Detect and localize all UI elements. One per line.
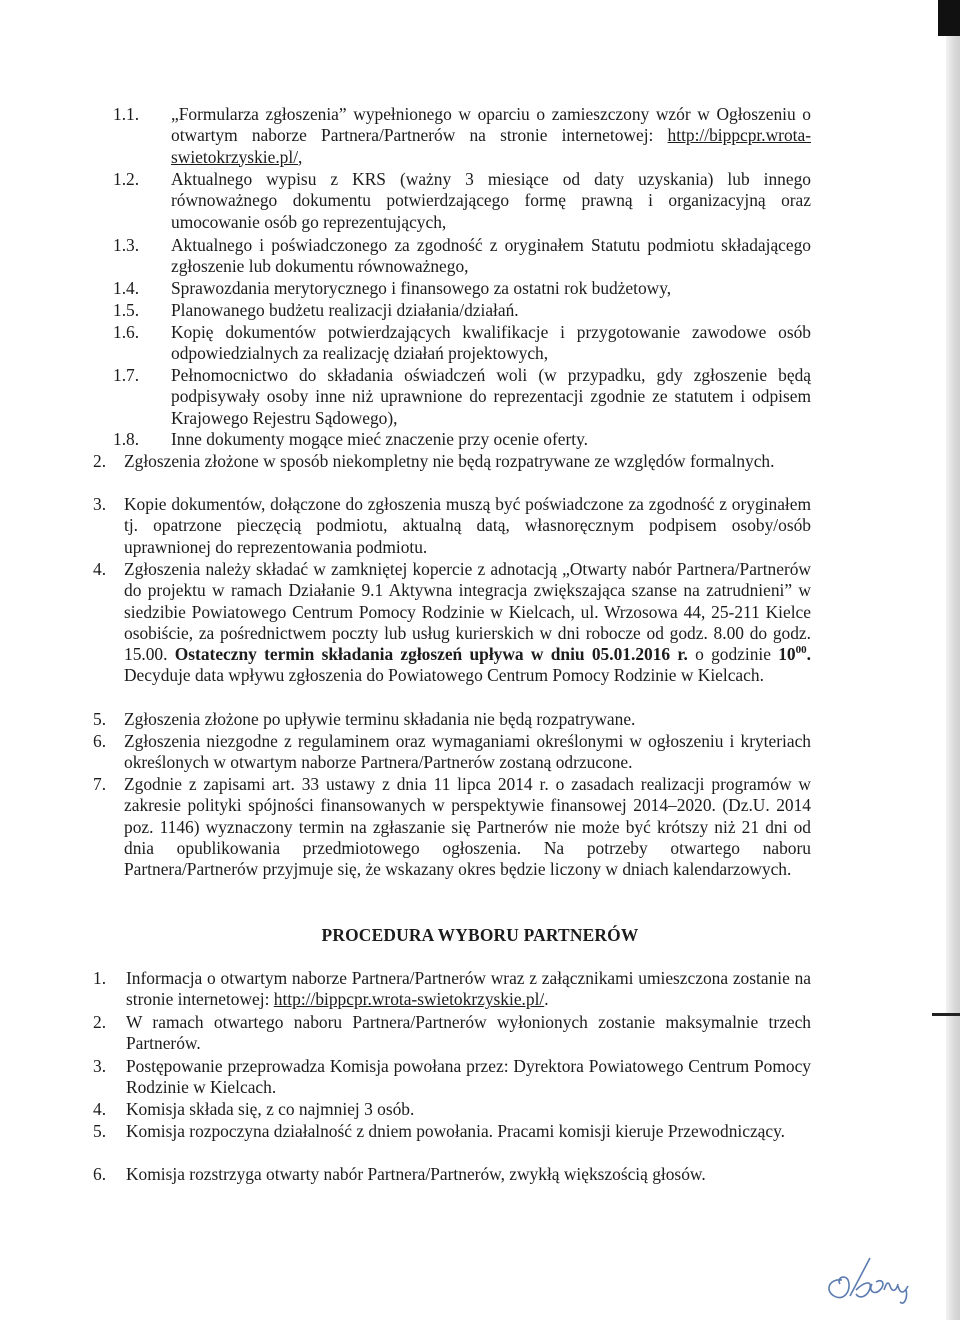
item-text: Komisja składa się, z co najmniej 3 osób. xyxy=(126,1099,415,1119)
item-text: Zgodnie z zapisami art. 33 ustawy z dnia 11 lipca 2014 r. o zasadach realizacji programów w zakresie polityki spójności finansowanych w perspektywie finansowej 2014–2020. (Dz.U. 2014 poz. 1146) wyznaczony termin na zgłaszanie się Partnerów nie może być krótszy niż 21 dni od dnia opublikowania przedmiotowego ogłoszenia. Na potrzeby otwartego naboru Partnera/Partnerów przyjmuje się, że wskazany okres będzie liczony w dniach kalendarzowych. xyxy=(124,774,811,880)
item-number: 5. xyxy=(93,1121,107,1141)
item-number: 2. xyxy=(93,1012,107,1032)
item-number: 1. xyxy=(93,968,107,988)
item-number: 3. xyxy=(93,494,107,514)
handwritten-signature xyxy=(812,1250,922,1308)
item-number: 5. xyxy=(93,709,107,729)
item-text: Sprawozdania merytorycznego i finansowego za ostatni rok budżetowy, xyxy=(171,278,672,298)
item-number: 1.6. xyxy=(113,322,140,342)
item-number: 1.5. xyxy=(113,300,140,320)
item-text: Planowanego budżetu realizacji działania/działań. xyxy=(171,300,519,320)
deadline-bold: Ostateczny termin składania zgłoszeń upływa w dniu 05.01.2016 r. xyxy=(174,644,688,665)
item-text: Zgłoszenia złożone po upływie terminu składania nie będą rozpatrywane. xyxy=(124,709,636,729)
item-number: 6. xyxy=(93,731,107,751)
item-number: 7. xyxy=(93,774,107,794)
item-number: 4. xyxy=(93,559,107,579)
item-text: Informacja o otwartym naborze Partnera/Partnerów wraz z załącznikami umieszczona zostanie na stronie internetowej: http://bippcpr.wrota-swietokrzyskie.pl/. xyxy=(126,968,811,1010)
item-number: 3. xyxy=(93,1056,107,1076)
item-text: W ramach otwartego naboru Partnera/Partnerów wyłonionych zostanie maksymalnie trzech Partnerów. xyxy=(126,1012,811,1054)
item-text: Kopie dokumentów, dołączone do zgłoszenia muszą być poświadczone za zgodność z oryginałem tj. opatrzone pieczęcią podmiotu, aktualną datą, własnoręcznym podpisem osoby/osób uprawnionej do reprezentowania podmiotu. xyxy=(124,494,811,557)
item-text: Inne dokumenty mogące mieć znaczenie przy ocenie oferty. xyxy=(171,429,589,449)
bip-link[interactable]: http://bippcpr.wrota-swietokrzyskie.pl/ xyxy=(273,989,545,1010)
item-text: Zgłoszenia niezgodne z regulaminem oraz wymaganiami określonymi w ogłoszeniu i kryteriach określonych w otwartym naborze Partnera/Partnerów zostaną odrzucone. xyxy=(124,731,811,773)
section-heading: PROCEDURA WYBORU PARTNERÓW xyxy=(321,925,639,945)
item-text: Kopię dokumentów potwierdzających kwalifikacje i przygotowanie zawodowe osób odpowiedzialnych za realizację działań projektowych, xyxy=(171,322,811,364)
item-text: Postępowanie przeprowadza Komisja powołana przez: Dyrektora Powiatowego Centrum Pomocy Rodzinie w Kielcach. xyxy=(126,1056,811,1098)
item-number: 6. xyxy=(93,1164,107,1184)
item-number: 1.1. xyxy=(113,104,140,124)
item-number: 1.4. xyxy=(113,278,140,298)
item-number: 1.8. xyxy=(113,429,140,449)
item-number: 4. xyxy=(93,1099,107,1119)
item-text: Aktualnego i poświadczonego za zgodność z oryginałem Statutu podmiotu składającego zgłoszenie lub dokumentu równoważnego, xyxy=(171,235,811,277)
item-number: 1.2. xyxy=(113,169,140,189)
item-text: Komisja rozpoczyna działalność z dniem powołania. Pracami komisji kieruje Przewodniczący. xyxy=(126,1121,786,1141)
bip-link[interactable]: http://bippcpr.wrota-swietokrzyskie.pl/ xyxy=(171,125,811,167)
deadline-hour: $10^{00}$. xyxy=(778,644,811,665)
item-text: Komisja rozstrzyga otwarty nabór Partnera/Partnerów, zwykłą większością głosów. xyxy=(126,1164,706,1184)
item-text: „Formularza zgłoszenia” wypełnionego w oparciu o zamieszczony wzór w Ogłoszeniu o otwartym naborze Partnera/Partnerów na stronie internetowej: http://bippcpr.wrota-swietokrzyskie.pl/, xyxy=(171,104,811,167)
item-number: 2. xyxy=(93,451,107,471)
item-text: Zgłoszenia należy składać w zamkniętej kopercie z adnotacją „Otwarty nabór Partnera/Partnerów do projektu w ramach Działanie 9.1 Aktywna integracja zwiększająca szanse na zatrudnieni” w siedzibie Powiatowego Centrum Pomocy Rodzinie w Kielcach, ul. Wrzosowa 44, 25-211 Kielce osobiście, za pośrednictwem poczty lub usług kurierskich w dni robocze od godz. 8.00 do godz. 15.00. Ostateczny termin składania zgłoszeń upływa w dniu 05.01.2016 r. o godzinie $10^{00}$. Decyduje data wpływu zgłoszenia do Powiatowego Centrum Pomocy Rodzinie w Kielcach. xyxy=(124,559,811,686)
item-text: Zgłoszenia złożone w sposób niekompletny nie będą rozpatrywane ze względów formalnych. xyxy=(124,451,775,471)
item-text: Pełnomocnictwo do składania oświadczeń woli (w przypadku, gdy zgłoszenie będą podpisywały osoby inne niż uprawnione do reprezentacji zgodnie ze statutem i odpisem Krajowego Rejestru Sądowego), xyxy=(171,365,811,428)
item-text: Aktualnego wypisu z KRS (ważny 3 miesiące od daty uzyskania) lub innego równoważnego dokumentu potwierdzającego formę prawną i organizacyjną oraz umocowanie osób go reprezentujących, xyxy=(171,169,811,232)
item-number: 1.3. xyxy=(113,235,140,255)
item-number: 1.7. xyxy=(113,365,140,385)
